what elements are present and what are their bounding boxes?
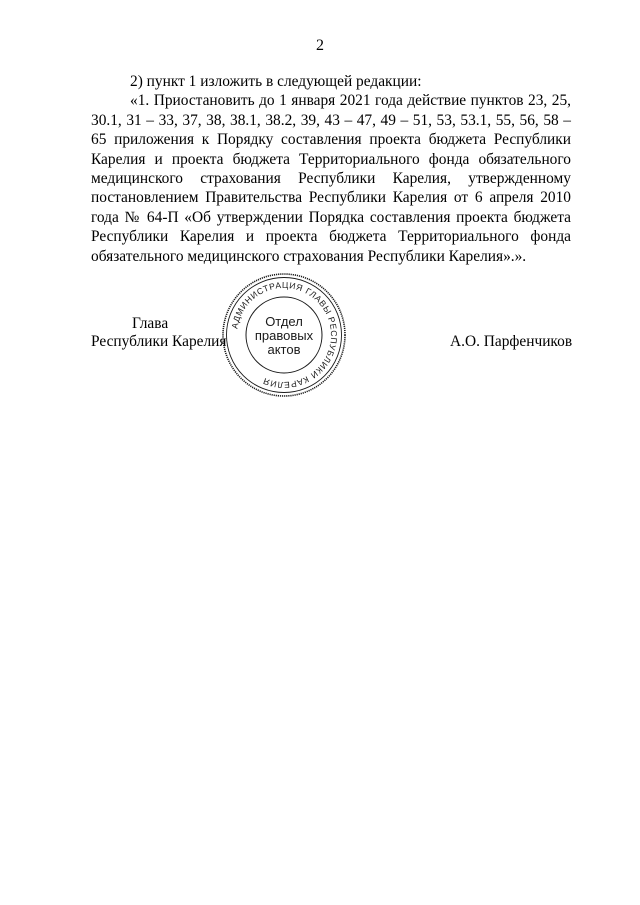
seal-center-line1: Отдел bbox=[265, 314, 303, 329]
paragraph-item-2: 2) пункт 1 изложить в следующей редакции: bbox=[130, 73, 422, 90]
signatory-title-line2: Республики Карелия bbox=[91, 333, 227, 350]
official-seal-stamp bbox=[219, 270, 349, 400]
seal-center-line3: актов bbox=[267, 342, 301, 357]
seal-ring-text: АДМИНИСТРАЦИЯ ГЛАВЫ РЕСПУБЛИКИ КАРЕЛИЯ bbox=[229, 279, 340, 391]
signatory-title-line1: Глава bbox=[132, 315, 169, 332]
signatory-name: А.О. Парфенчиков bbox=[450, 333, 573, 350]
paragraph-point-1: «1. Приостановить до 1 января 2021 года действие пунктов 23, 25, 30.1, 31 – 33, 37, 38, 38.1, 38.2, 39, 43 – 47, 49 – 51, 53, 53.1, 55, 56, 58 – 65 приложения к Порядку составления проекта бюджета Республики Карелия и проекта бюджета Территориального фонда обязательного медицинского страхования Республики Карелия, утвержденному постановлением Правительства Республики Карелия от 6 апреля 2010 года № 64-П «Об утверждении Порядка составления проекта бюджета Республики Карелия и проекта бюджета Территориального фонда обязательного медицинского страхования Республики Карелия».». bbox=[91, 92, 571, 265]
page-number: 2 bbox=[316, 37, 324, 54]
seal-center-line2: правовых bbox=[254, 328, 314, 343]
